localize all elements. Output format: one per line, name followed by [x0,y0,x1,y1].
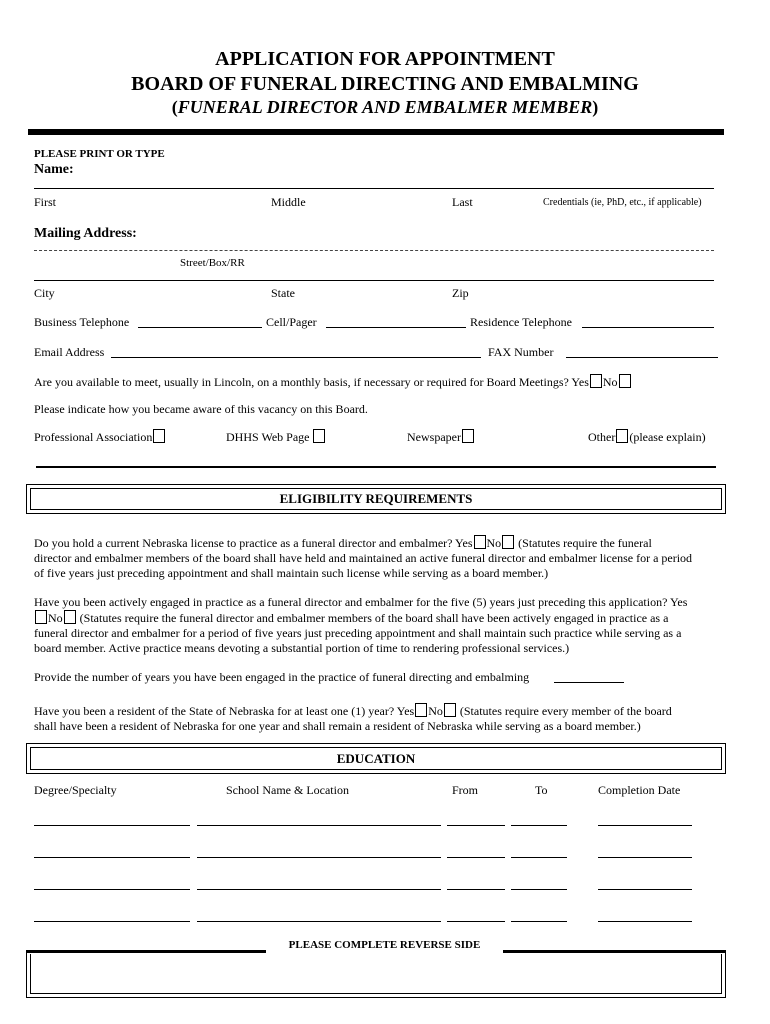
practice-question: Have you been actively engaged in practice as a funeral director and embalmer for the five (5) years just preceding this application? Yes No (Statutes require the funeral director and embalmer members of the board shall have been actively engaged in practice as a funeral director and embalmer for a period of five years just preceding appointment and shall maintain such practice while serving as a board member. Active practice means devoting a substantial portion of time to rendering professional services.) [34,595,688,655]
header-divider [28,129,724,135]
professional-association-checkbox[interactable] [153,429,165,443]
to-field[interactable] [511,857,567,858]
print-note: PLEASE PRINT OR TYPE [34,148,165,160]
email-label: Email Address [34,345,105,359]
degree-field[interactable] [34,889,190,890]
last-label: Last [452,195,473,209]
residence-telephone-field[interactable] [582,327,714,328]
form-title-line2: BOARD OF FUNERAL DIRECTING AND EMBALMING [131,73,639,95]
school-field[interactable] [197,857,441,858]
other-explain-field[interactable] [36,466,716,468]
school-field[interactable] [197,825,441,826]
source-other: Other (please explain) [588,430,706,444]
from-field[interactable] [447,921,505,922]
newspaper-checkbox[interactable] [462,429,474,443]
name-label: Name: [34,162,74,177]
footer-rule-left [26,950,266,953]
business-telephone-field[interactable] [138,327,262,328]
degree-column-header: Degree/Specialty [34,783,117,797]
residency-question: Have you been a resident of the State of Nebraska for at least one (1) year? Yes No (Statutes require every member of the board shall have been a resident of Nebraska for one year and shall remain a resident of Nebraska while serving as a board member.) [34,704,672,733]
school-column-header: School Name & Location [226,783,349,797]
school-field[interactable] [197,889,441,890]
from-field[interactable] [447,889,505,890]
form-subtitle: (FUNERAL DIRECTOR AND EMBALMER MEMBER) [171,97,599,117]
to-field[interactable] [511,889,567,890]
state-label: State [271,286,295,300]
eligibility-heading: ELIGIBILITY REQUIREMENTS [279,491,473,506]
degree-field[interactable] [34,857,190,858]
business-telephone-label: Business Telephone [34,315,130,329]
license-no-checkbox[interactable] [502,535,514,549]
street-field[interactable] [34,250,714,251]
footer-box [26,951,726,998]
eligibility-heading-box [26,484,726,514]
reverse-side-note: PLEASE COMPLETE REVERSE SIDE [266,939,503,951]
fax-label: FAX Number [488,345,554,359]
license-question: Do you hold a current Nebraska license to practice as a funeral director and embalmer? Yes No (Statutes require the funeral director and embalmer members of the board shall have held and maintained an active funeral director and embalmer license for a period of five years just preceding appointment and shall maintain such license while serving as a board member.) [34,536,693,580]
years-practice-field[interactable] [554,682,624,683]
zip-label: Zip [452,286,469,300]
completion-date-field[interactable] [598,825,692,826]
from-column-header: From [452,783,479,797]
residency-yes-checkbox[interactable] [415,703,427,717]
credentials-label: Credentials (ie, PhD, etc., if applicable) [543,197,702,208]
other-checkbox[interactable] [616,429,628,443]
degree-field[interactable] [34,921,190,922]
footer-rule-right [503,950,726,953]
from-field[interactable] [447,825,505,826]
degree-field[interactable] [34,825,190,826]
cell-pager-label: Cell/Pager [266,315,317,329]
practice-yes-checkbox[interactable] [35,610,47,624]
completion-date-field[interactable] [598,889,692,890]
to-field[interactable] [511,825,567,826]
completion-date-field[interactable] [598,921,692,922]
city-label: City [34,286,55,300]
name-field[interactable] [34,188,714,189]
education-heading-box [26,743,726,774]
vacancy-awareness-question: Please indicate how you became aware of this vacancy on this Board. [34,402,368,416]
source-professional-association: Professional Association [34,429,166,445]
to-field[interactable] [511,921,567,922]
practice-no-checkbox[interactable] [64,610,76,624]
from-field[interactable] [447,857,505,858]
completion-date-field[interactable] [598,857,692,858]
form-title-line1: APPLICATION FOR APPOINTMENT [215,48,555,70]
first-label: First [34,195,57,209]
fax-field[interactable] [566,357,718,358]
mailing-address-label: Mailing Address: [34,226,137,241]
license-yes-checkbox[interactable] [474,535,486,549]
residence-telephone-label: Residence Telephone [470,315,572,329]
availability-question: Are you available to meet, usually in Lincoln, on a monthly basis, if necessary or required for Board Meetings? Yes No [34,374,632,390]
dhhs-web-page-checkbox[interactable] [313,429,325,443]
to-column-header: To [535,783,548,797]
years-practice-question: Provide the number of years you have been engaged in the practice of funeral directing and embalming [34,670,530,684]
availability-yes-checkbox[interactable] [590,374,602,388]
completion-date-column-header: Completion Date [598,783,681,797]
source-dhhs-web: DHHS Web Page [226,429,326,445]
email-field[interactable] [111,357,481,358]
school-field[interactable] [197,921,441,922]
cell-pager-field[interactable] [326,327,466,328]
education-heading: EDUCATION [336,751,416,766]
street-label: Street/Box/RR [180,257,245,269]
middle-label: Middle [271,195,306,209]
availability-no-checkbox[interactable] [619,374,631,388]
city-state-zip-field[interactable] [34,280,714,281]
source-newspaper: Newspaper [407,429,475,445]
residency-no-checkbox[interactable] [444,703,456,717]
